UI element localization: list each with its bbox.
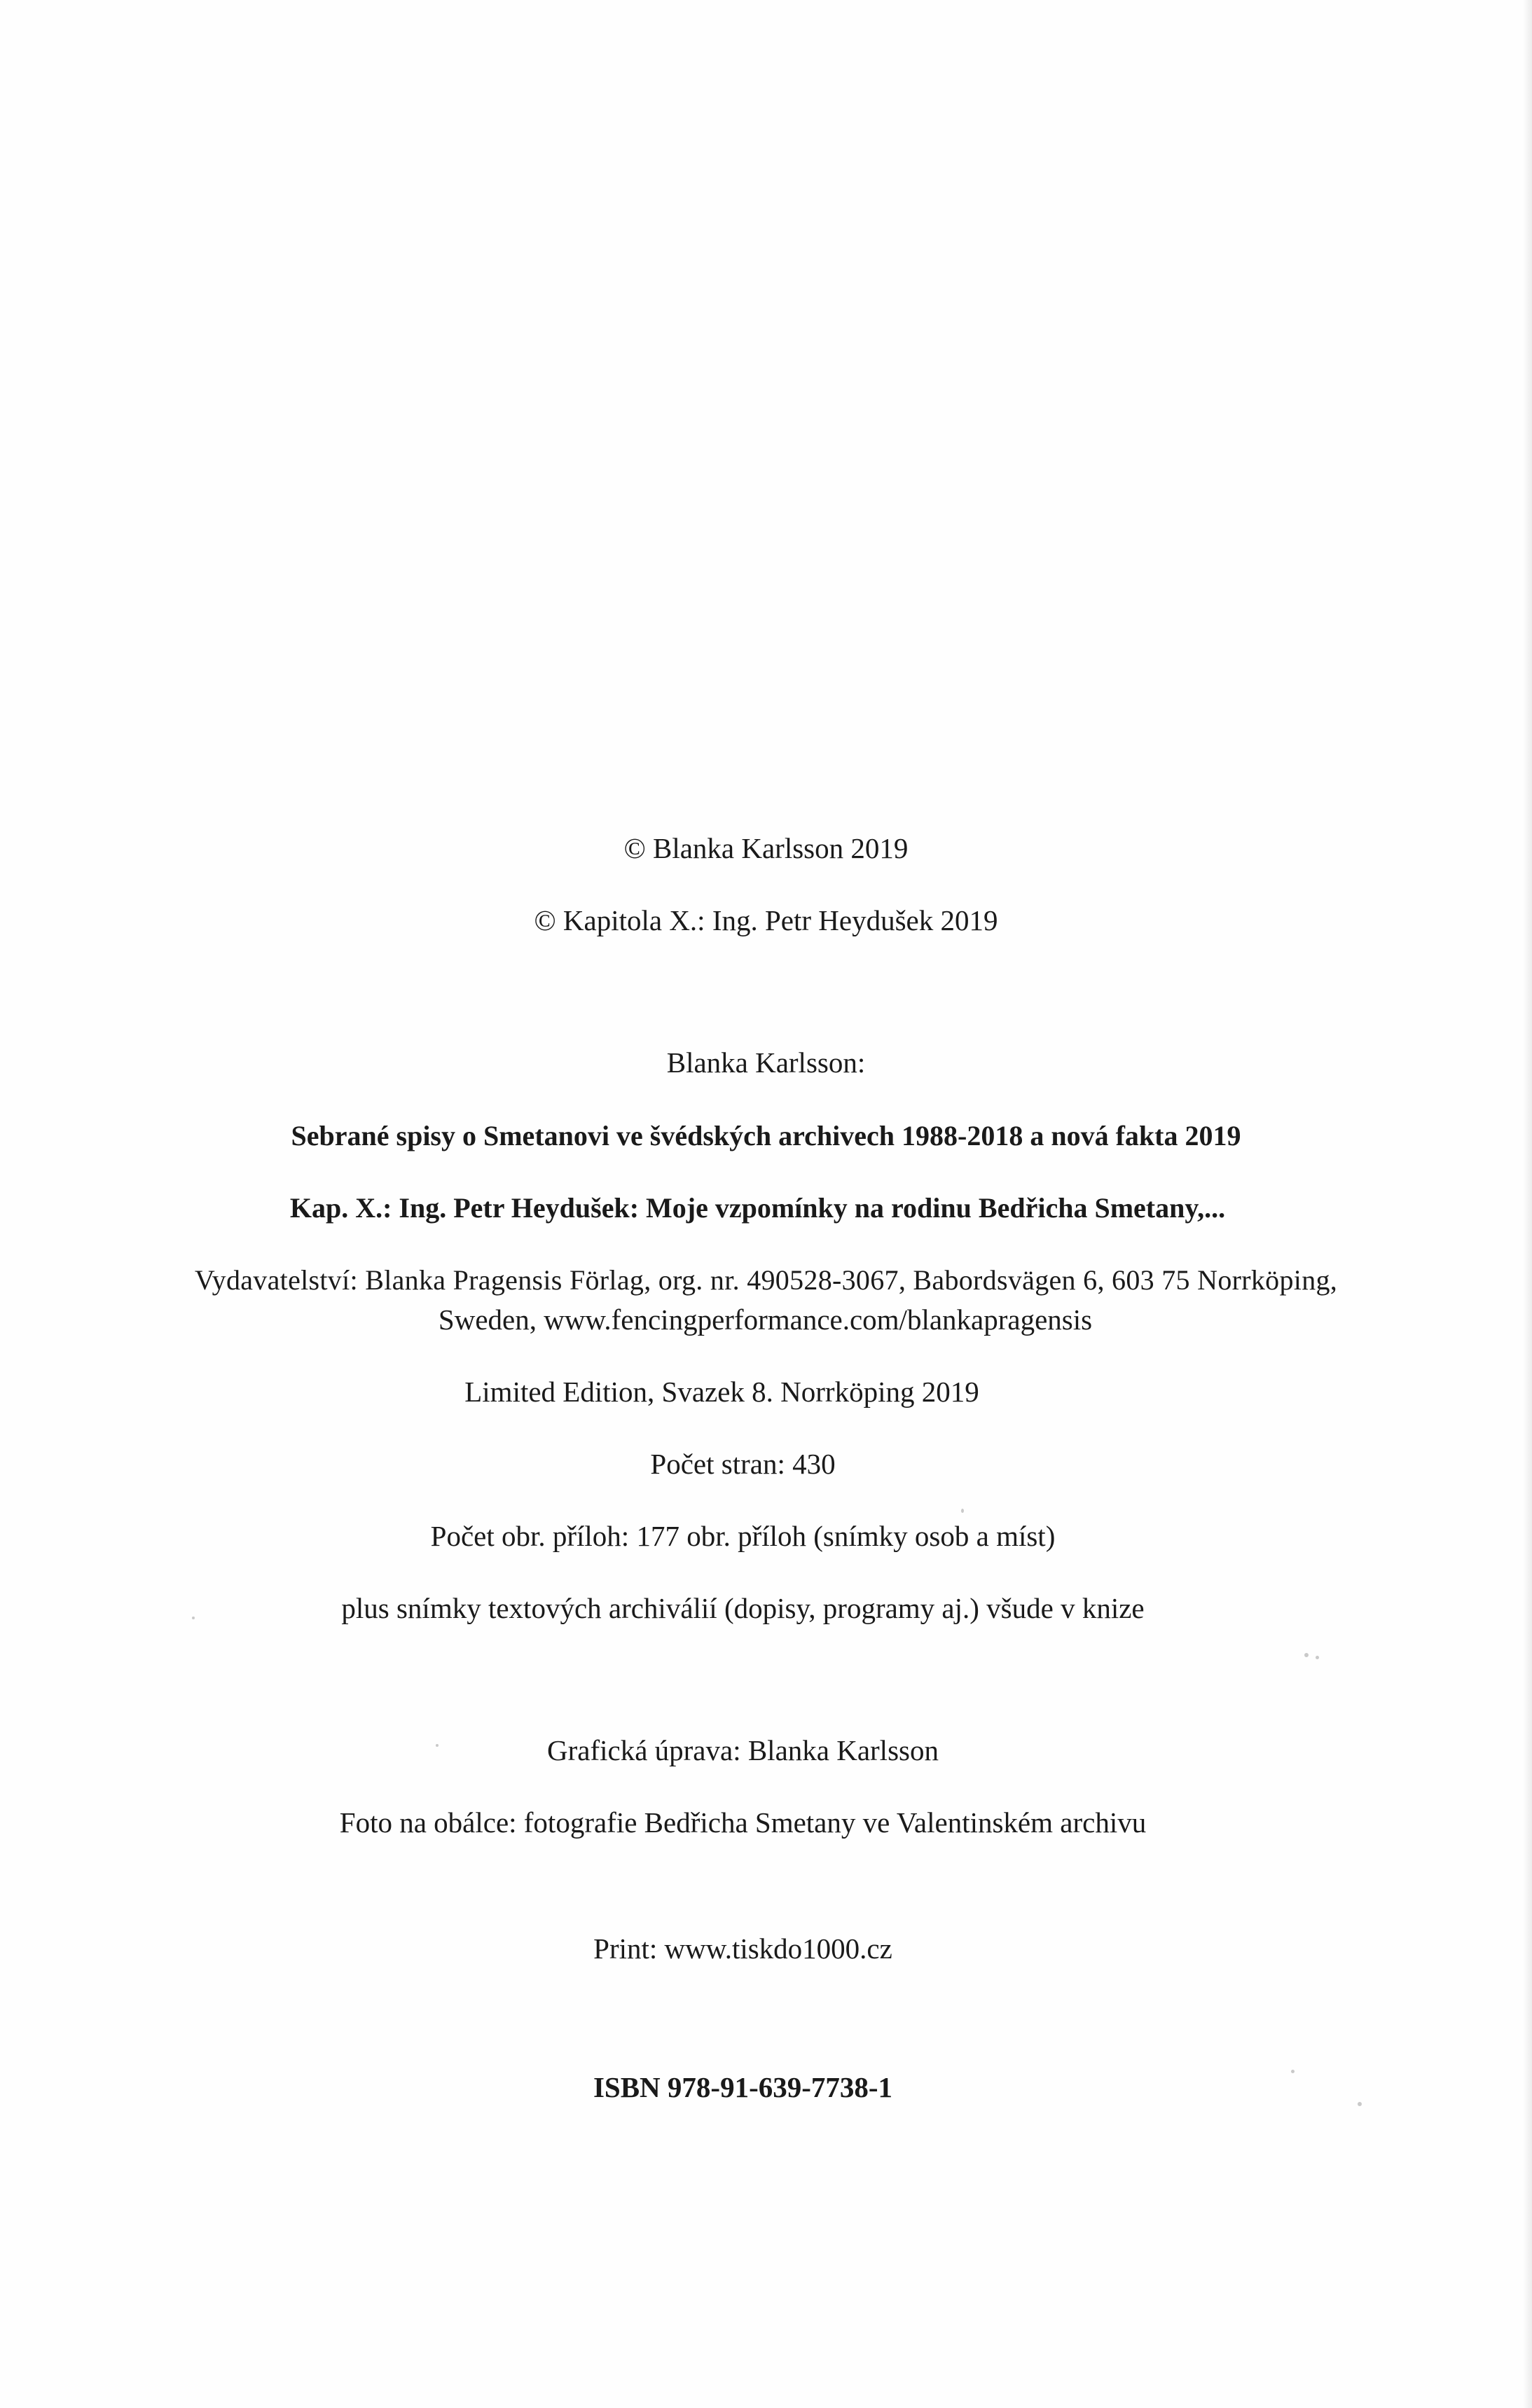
scan-speck <box>1316 1656 1319 1659</box>
graphic-design: Grafická úprava: Blanka Karlsson <box>547 1734 939 1766</box>
publisher-line-1: Vydavatelství: Blanka Pragensis Förlag, org. nr. 490528-3067, Babordsvägen 6, 603 75 Norrköping, <box>194 1264 1338 1296</box>
image-count: Počet obr. příloh: 177 obr. příloh (snímky osob a míst) <box>430 1520 1056 1552</box>
author-label: Blanka Karlsson: <box>666 1046 866 1079</box>
copyright-author: © Blanka Karlsson 2019 <box>623 832 909 864</box>
image-count-note: plus snímky textových archiválií (dopisy, programy aj.) všude v knize <box>341 1592 1145 1624</box>
scan-speck <box>436 1744 439 1747</box>
scan-speck <box>1304 1653 1309 1657</box>
edition-info: Limited Edition, Svazek 8. Norrköping 2019 <box>464 1376 979 1408</box>
page-edge-shadow <box>1522 0 1532 2408</box>
scan-speck <box>1291 2070 1295 2073</box>
isbn: ISBN 978-91-639-7738-1 <box>593 2071 893 2103</box>
book-title: Sebrané spisy o Smetanovi ve švédských archivech 1988-2018 a nová fakta 2019 <box>291 1120 1241 1151</box>
chapter-title: Kap. X.: Ing. Petr Heydušek: Moje vzpomínky na rodinu Bedřicha Smetany,... <box>289 1192 1226 1224</box>
publisher-line-2: Sweden, www.fencingperformance.com/blankapragensis <box>438 1303 1093 1336</box>
copyright-chapter: © Kapitola X.: Ing. Petr Heydušek 2019 <box>534 904 998 936</box>
cover-photo: Foto na obálce: fotografie Bedřicha Smetany ve Valentinském archivu <box>339 1806 1147 1839</box>
scan-speck <box>961 1509 964 1513</box>
print-info: Print: www.tiskdo1000.cz <box>593 1932 892 1965</box>
page-count: Počet stran: 430 <box>650 1448 836 1480</box>
scan-speck <box>192 1617 195 1619</box>
scan-speck <box>1358 2102 1362 2106</box>
